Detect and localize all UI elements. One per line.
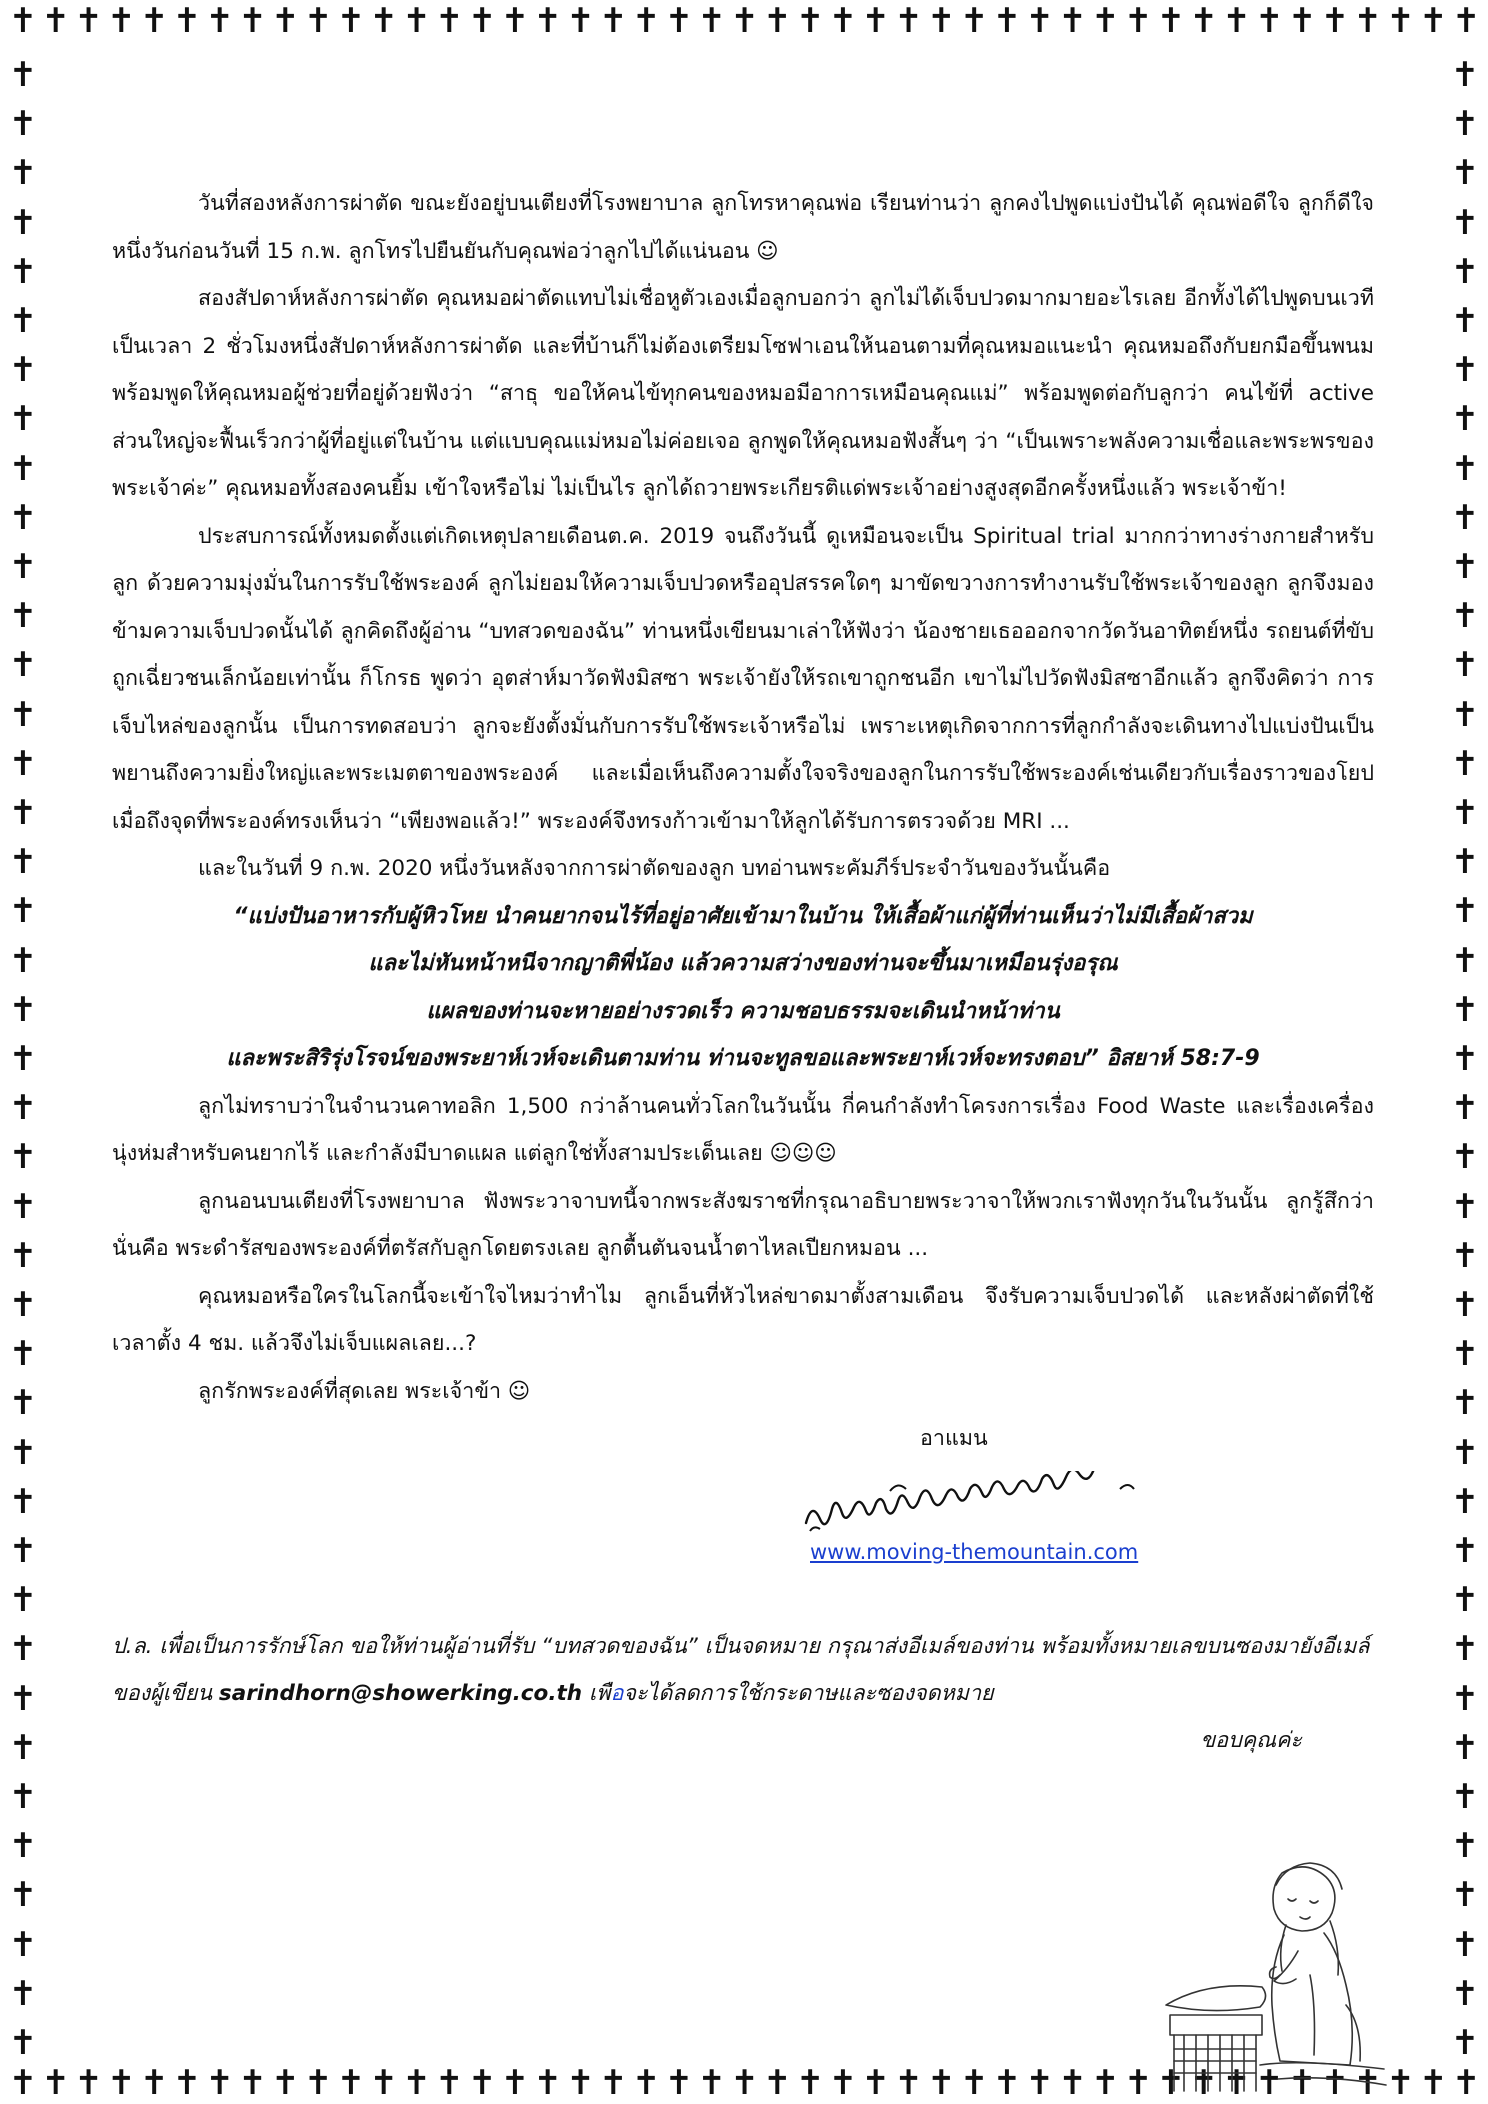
cross-icon: ✝ — [8, 1235, 38, 1276]
cross-icon: ✝ — [8, 1973, 38, 2014]
cross-icon: ✝ — [8, 1481, 38, 1522]
cross-icon: ✝ — [8, 399, 38, 440]
cross-icon: ✝ — [8, 1186, 38, 1227]
cross-icon: ✝ — [664, 2063, 694, 2103]
cross-icon: ✝ — [566, 1, 595, 41]
cross-icon: ✝ — [369, 1, 399, 41]
postscript-text: อ — [610, 1680, 624, 1706]
paragraph: ลูกรักพระองค์ที่สุดเลย พระเจ้าข้า ☺ — [198, 1378, 531, 1404]
cross-icon: ✝ — [336, 2063, 366, 2103]
cross-icon: ✝ — [8, 1039, 38, 1079]
cross-icon: ✝ — [1450, 743, 1480, 784]
cross-icon: ✝ — [1450, 1383, 1480, 1424]
cross-icon: ✝ — [8, 1285, 38, 1325]
cross-icon: ✝ — [172, 1, 202, 41]
cross-icon: ✝ — [861, 1, 891, 41]
cross-icon: ✝ — [1353, 1, 1383, 41]
cross-icon: ✝ — [1255, 1, 1284, 41]
cross-icon: ✝ — [1450, 1285, 1480, 1325]
paragraph: ลูกนอนบนเตียงที่โรงพยาบาล ฟังพระวาจาบทนี้จากพระสังฆราชที่กรุณาอธิบายพระวาจาให้พวกเราฟังทุกวันในวันนั้น ลูกรู้สึกว่า นั่นคือ พระดำรัสของพระองค์ที่ตรัสกับลูกโดยตรงเลย ลูกตื้นตันจนน้ำตาไหลเปียกหมอน ... — [112, 1188, 1374, 1261]
cross-icon: ✝ — [1450, 1973, 1480, 2014]
cross-icon: ✝ — [8, 1924, 38, 1965]
cross-icon: ✝ — [8, 940, 38, 981]
cross-icon: ✝ — [697, 1, 727, 41]
cross-icon: ✝ — [664, 1, 694, 41]
cross-icon: ✝ — [8, 448, 38, 489]
cross-icon: ✝ — [402, 2063, 431, 2103]
cross-icon: ✝ — [599, 2063, 628, 2103]
cross-icon: ✝ — [631, 2063, 661, 2103]
cross-icon: ✝ — [238, 1, 267, 41]
handwritten-signature — [800, 1471, 1160, 1541]
cross-icon: ✝ — [1123, 2063, 1153, 2103]
cross-icon: ✝ — [1450, 153, 1480, 194]
cross-icon: ✝ — [8, 301, 38, 341]
cross-icon: ✝ — [1450, 891, 1480, 932]
cross-icon: ✝ — [828, 1, 858, 41]
postscript-text: เพื — [582, 1680, 611, 1706]
cross-icon: ✝ — [8, 202, 38, 243]
cross-icon: ✝ — [1025, 1, 1055, 41]
cross-icon: ✝ — [271, 1, 300, 41]
cross-icon: ✝ — [8, 1383, 38, 1424]
cross-icon: ✝ — [8, 1432, 38, 1473]
cross-icon: ✝ — [8, 1531, 38, 1571]
cross-icon: ✝ — [205, 1, 235, 41]
cross-icon: ✝ — [8, 1629, 38, 1670]
cross-icon: ✝ — [1450, 1334, 1480, 1375]
postscript — [112, 1623, 1374, 1717]
cross-icon: ✝ — [1156, 1, 1186, 41]
cross-icon: ✝ — [1091, 2063, 1120, 2103]
cross-icon: ✝ — [1189, 2063, 1219, 2103]
cross-icon: ✝ — [8, 989, 38, 1030]
cross-icon: ✝ — [1450, 645, 1480, 686]
cross-icon: ✝ — [8, 743, 38, 784]
cross-icon: ✝ — [1025, 2063, 1055, 2103]
cross-icon: ✝ — [1450, 104, 1480, 145]
cross-icon: ✝ — [1353, 2063, 1383, 2103]
cross-icon: ✝ — [1450, 202, 1480, 243]
cross-icon: ✝ — [1450, 1727, 1480, 1768]
cross-icon: ✝ — [1450, 1826, 1480, 1867]
paragraph: ประสบการณ์ทั้งหมดตั้งแต่เกิดเหตุปลายเดือนต.ค. 2019 จนถึงวันนี้ ดูเหมือนจะเป็น Spiritual trial มากกว่าทางร่างกายสำหรับลูก ด้วยความมุ่งมั่นในการรับใช้พระองค์ ลูกไม่ยอมให้ความเจ็บปวดหรืออุปสรรคใดๆ มาขัดขวางการทำงานรับใช้พระเจ้าของลูก ลูกจึงมองข้ามความเจ็บปวดนั้นได้ ลูกคิดถึงผู้อ่าน “บทสวดของฉัน” ท่านหนึ่งเขียนมาเล่าให้ฟังว่า น้องชายเธอออกจากวัดวันอาทิตย์หนึ่ง รถยนต์ที่ขับถูกเฉี่ยวชนเล็กน้อยเท่านั้น ก็โกรธ พูดว่า อุตส่าห์มาวัดฟังมิสซา พระเจ้ายังให้รถเขาถูกชนอีก เขาไม่ไปวัดฟังมิสซาอีกแล้ว ลูกจึงคิดว่า การเจ็บไหล่ของลูกนั้น เป็นการทดสอบว่า ลูกจะยังตั้งมั่นกับการรับใช้พระเจ้าหรือไม่ เพราะเหตุเกิดจากการที่ลูกกำลังจะเดินทางไปแบ่งปันเป็นพยานถึงความยิ่งใหญ่และพระเมตตาของพระองค์ และเมื่อเห็นถึงความตั้งใจจริงของลูกในการรับใช้พระองค์เช่นเดียวกับเรื่องราวของโยป เมื่อถึงจุดที่พระองค์ทรงเห็นว่า “เพียงพอแล้ว!” พระองค์จึงทรงก้าวเข้ามาให้ลูกได้รับการตรวจด้วย MRI ... — [112, 523, 1374, 834]
cross-icon: ✝ — [1450, 1678, 1480, 1719]
cross-icon: ✝ — [566, 2063, 595, 2103]
cross-icon: ✝ — [303, 1, 333, 41]
cross-icon: ✝ — [467, 2063, 497, 2103]
cross-icon: ✝ — [1450, 1039, 1480, 1079]
website-link[interactable]: www.moving-themountain.com — [810, 1539, 1139, 1564]
cross-icon: ✝ — [8, 1875, 38, 1916]
cross-icon: ✝ — [927, 1, 956, 41]
cross-icon: ✝ — [992, 1, 1022, 41]
cross-icon: ✝ — [927, 2063, 956, 2103]
cross-icon: ✝ — [8, 497, 38, 538]
postscript-text: ป.ล. เพื่อเป็นการรักษ์โลก ขอให้ท่านผู้อ่านที่รับ “บทสวดของฉัน” เป็นจดหมาย กรุณาส่งอีเมล์ของท่าน พร้อมทั้งหมายเลขบนซองมายังอีเมล์ของผู้เขียน — [112, 1633, 1370, 1706]
cross-icon: ✝ — [8, 1334, 38, 1375]
cross-icon: ✝ — [8, 2023, 38, 2063]
cross-icon: ✝ — [8, 1727, 38, 1768]
cross-icon: ✝ — [1419, 2063, 1448, 2103]
cross-icon: ✝ — [828, 2063, 858, 2103]
cross-icon: ✝ — [8, 1777, 38, 1817]
cross-icon: ✝ — [8, 55, 38, 95]
cross-icon: ✝ — [1450, 1531, 1480, 1571]
cross-icon: ✝ — [1091, 1, 1120, 41]
cross-icon: ✝ — [1450, 547, 1480, 587]
cross-icon: ✝ — [1450, 1777, 1480, 1817]
cross-icon: ✝ — [1450, 1137, 1480, 1178]
letter-body — [112, 180, 1374, 1764]
cross-icon: ✝ — [8, 1, 38, 41]
cross-icon: ✝ — [1450, 1432, 1480, 1473]
cross-icon: ✝ — [303, 2063, 333, 2103]
cross-icon: ✝ — [107, 1, 136, 41]
cross-icon: ✝ — [1450, 448, 1480, 489]
scripture-verse-line: และไม่หันหน้าหนีจากญาติพี่น้อง แล้วความสว่างของท่านจะขึ้นมาเหมือนรุ่งอรุณ — [368, 951, 1118, 976]
cross-icon: ✝ — [894, 1, 923, 41]
cross-icon: ✝ — [271, 2063, 300, 2103]
cross-icon: ✝ — [1450, 596, 1480, 637]
cross-icon: ✝ — [1058, 2063, 1087, 2103]
cross-icon: ✝ — [1287, 1, 1317, 41]
cross-icon: ✝ — [1320, 2063, 1350, 2103]
cross-icon: ✝ — [8, 1826, 38, 1867]
cross-icon: ✝ — [533, 1, 563, 41]
cross-icon: ✝ — [1450, 793, 1480, 833]
cross-icon: ✝ — [1450, 842, 1480, 883]
cross-icon: ✝ — [894, 2063, 923, 2103]
cross-icon: ✝ — [8, 1088, 38, 1129]
cross-icon: ✝ — [336, 1, 366, 41]
cross-icon: ✝ — [1222, 2063, 1251, 2103]
paragraph: และในวันที่ 9 ก.พ. 2020 หนึ่งวันหลังจากการผ่าตัดของลูก บทอ่านพระคัมภีร์ประจำวันของวันนั้นคือ — [198, 856, 1111, 881]
cross-icon: ✝ — [74, 2063, 103, 2103]
author-email: sarindhorn@showerking.co.th — [218, 1680, 583, 1706]
cross-icon: ✝ — [795, 2063, 825, 2103]
cross-icon: ✝ — [763, 2063, 792, 2103]
cross-icon: ✝ — [730, 2063, 759, 2103]
cross-icon: ✝ — [959, 2063, 989, 2103]
cross-icon: ✝ — [1450, 1186, 1480, 1227]
cross-icon: ✝ — [435, 1, 464, 41]
cross-icon: ✝ — [8, 547, 38, 587]
praying-girl-icon — [1160, 1855, 1390, 2095]
cross-icon: ✝ — [8, 596, 38, 637]
cross-icon: ✝ — [1255, 2063, 1284, 2103]
cross-icon: ✝ — [697, 2063, 727, 2103]
cross-icon: ✝ — [8, 153, 38, 194]
cross-icon: ✝ — [74, 1, 103, 41]
cross-icon: ✝ — [172, 2063, 202, 2103]
cross-icon: ✝ — [1156, 2063, 1186, 2103]
cross-icon: ✝ — [467, 1, 497, 41]
cross-icon: ✝ — [1450, 497, 1480, 538]
cross-icon: ✝ — [1287, 2063, 1317, 2103]
cross-icon: ✝ — [1222, 1, 1251, 41]
cross-icon: ✝ — [1450, 2023, 1480, 2063]
cross-icon: ✝ — [763, 1, 792, 41]
cross-icon: ✝ — [1386, 1, 1415, 41]
amen-text: อาแมน — [920, 1426, 988, 1451]
cross-icon: ✝ — [861, 2063, 891, 2103]
cross-icon: ✝ — [1320, 1, 1350, 41]
cross-icon: ✝ — [8, 891, 38, 932]
cross-icon: ✝ — [500, 2063, 530, 2103]
cross-icon: ✝ — [1419, 1, 1448, 41]
paragraph: ลูกไม่ทราบว่าในจำนวนคาทอลิก 1,500 กว่าล้านคนทั่วโลกในวันนั้น กี่คนกำลังทำโครงการเรื่อง Food Waste และเรื่องเครื่องนุ่งห่มสำหรับคนยากไร้ และกำลังมีบาดแผล แต่ลูกใช่ทั้งสามประเด็นเลย ☺☺☺ — [112, 1093, 1374, 1166]
cross-icon: ✝ — [8, 793, 38, 833]
cross-icon: ✝ — [1451, 2063, 1481, 2103]
signature-block — [112, 1463, 1374, 1563]
cross-icon: ✝ — [500, 1, 530, 41]
cross-icon: ✝ — [992, 2063, 1022, 2103]
cross-icon: ✝ — [8, 645, 38, 686]
postscript-text: จะได้ลดการใช้กระดาษและซองจดหมาย — [623, 1680, 994, 1706]
cross-icon: ✝ — [8, 2063, 38, 2103]
cross-icon: ✝ — [1450, 940, 1480, 981]
scripture-verse-line: “แบ่งปันอาหารกับผู้หิวโหย นำคนยากจนไร้ที่อยู่อาศัยเข้ามาในบ้าน ให้เสื้อผ้าแก่ผู้ที่ท่านเห็นว่าไม่มีเสื้อผ้าสวม — [233, 903, 1253, 929]
cross-icon: ✝ — [107, 2063, 136, 2103]
cross-icon: ✝ — [369, 2063, 399, 2103]
cross-icon: ✝ — [8, 1137, 38, 1178]
cross-icon: ✝ — [1450, 1875, 1480, 1916]
cross-icon: ✝ — [205, 2063, 235, 2103]
cross-icon: ✝ — [8, 251, 38, 292]
thanks-text: ขอบคุณค่ะ — [1200, 1727, 1302, 1753]
cross-icon: ✝ — [631, 1, 661, 41]
scripture-verse-line: และพระสิริรุ่งโรจน์ของพระยาห์เวห์จะเดินตามท่าน ท่านจะทูลขอและพระยาห์เวห์จะทรงตอบ” อิสยาห์ 58:7-9 — [226, 1046, 1260, 1071]
paragraph: สองสัปดาห์หลังการผ่าตัด คุณหมอผ่าตัดแทบไม่เชื่อหูตัวเองเมื่อลูกบอกว่า ลูกไม่ได้เจ็บปวดมากมายอะไรเลย อีกทั้งได้ไปพูดบนเวทีเป็นเวลา 2 ชั่วโมงหนึ่งสัปดาห์หลังการผ่าตัด และที่บ้านก็ไม่ต้องเตรียมโซฟาเอนให้นอนตามที่คุณหมอแนะนำ คุณหมอถึงกับยกมือขึ้นพนม พร้อมพูดให้คุณหมอผู้ช่วยที่อยู่ด้วยฟังว่า “สาธุ ขอให้คนไข้ทุกคนของหมอมีอาการเหมือนคุณแม่” พร้อมพูดต่อกับลูกว่า คนไข้ที่ active ส่วนใหญ่จะฟื้นเร็วกว่าผู้ที่อยู่แต่ในบ้าน แต่แบบคุณแม่หมอไม่ค่อยเจอ ลูกพูดให้คุณหมอฟังสั้นๆ ว่า “เป็นเพราะพลังความเชื่อและพระพรของพระเจ้าค่ะ” คุณหมอทั้งสองคนยิ้ม เข้าใจหรือไม่ ไม่เป็นไร ลูกได้ถวายพระเกียรติแด่พระเจ้าอย่างสูงสุดอีกครั้งหนึ่งแล้ว พระเจ้าข้า! — [112, 286, 1374, 501]
cross-icon: ✝ — [1451, 1, 1481, 41]
cross-icon: ✝ — [959, 1, 989, 41]
cross-icon: ✝ — [1386, 2063, 1415, 2103]
cross-icon: ✝ — [1450, 1235, 1480, 1276]
cross-icon: ✝ — [730, 1, 759, 41]
cross-icon: ✝ — [238, 2063, 267, 2103]
cross-icon: ✝ — [795, 1, 825, 41]
cross-icon: ✝ — [139, 2063, 169, 2103]
paragraph: วันที่สองหลังการผ่าตัด ขณะยังอยู่บนเตียงที่โรงพยาบาล ลูกโทรหาคุณพ่อ เรียนท่านว่า ลูกคงไปพูดแบ่งปันได้ คุณพ่อดีใจ ลูกก็ดีใจ หนึ่งวันก่อนวันที่ 15 ก.พ. ลูกโทรไปยืนยันกับคุณพ่อว่าลูกไปได้แน่นอน ☺ — [112, 191, 1374, 264]
cross-icon: ✝ — [1450, 399, 1480, 440]
cross-icon: ✝ — [1450, 1924, 1480, 1965]
cross-icon: ✝ — [533, 2063, 563, 2103]
cross-icon: ✝ — [1450, 251, 1480, 292]
cross-icon: ✝ — [1450, 1481, 1480, 1522]
cross-icon: ✝ — [1123, 1, 1153, 41]
cross-icon: ✝ — [1450, 350, 1480, 391]
cross-icon: ✝ — [1450, 1088, 1480, 1129]
cross-icon: ✝ — [8, 104, 38, 145]
cross-icon: ✝ — [1450, 989, 1480, 1030]
cross-icon: ✝ — [1450, 1580, 1480, 1621]
scripture-verse-line: แผลของท่านจะหายอย่างรวดเร็ว ความชอบธรรมจะเดินนำหน้าท่าน — [426, 998, 1060, 1024]
cross-icon: ✝ — [41, 2063, 71, 2103]
cross-icon: ✝ — [402, 1, 431, 41]
cross-icon: ✝ — [8, 694, 38, 735]
paragraph: คุณหมอหรือใครในโลกนี้จะเข้าใจไหมว่าทำไม ลูกเอ็นที่หัวไหล่ขาดมาตั้งสามเดือน จึงรับความเจ็บปวดได้ และหลังผ่าตัดที่ใช้เวลาตั้ง 4 ชม. แล้วจึงไม่เจ็บแผลเลย...? — [112, 1283, 1374, 1356]
cross-icon: ✝ — [8, 1580, 38, 1621]
cross-icon: ✝ — [139, 1, 169, 41]
cross-icon: ✝ — [8, 842, 38, 883]
cross-icon: ✝ — [599, 1, 628, 41]
cross-icon: ✝ — [41, 1, 71, 41]
cross-icon: ✝ — [1450, 55, 1480, 95]
cross-icon: ✝ — [1450, 1629, 1480, 1670]
cross-icon: ✝ — [1189, 1, 1219, 41]
cross-icon: ✝ — [8, 1678, 38, 1719]
cross-icon: ✝ — [1058, 1, 1087, 41]
cross-icon: ✝ — [1450, 694, 1480, 735]
cross-icon: ✝ — [435, 2063, 464, 2103]
cross-icon: ✝ — [8, 350, 38, 391]
cross-icon: ✝ — [1450, 301, 1480, 341]
